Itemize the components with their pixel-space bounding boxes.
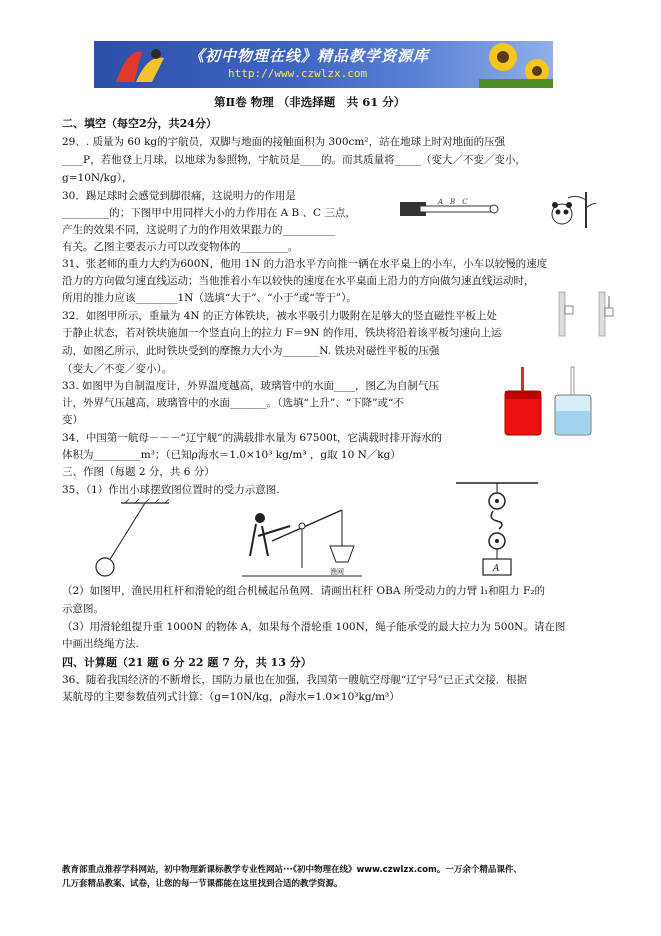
abc-label: A B C (438, 198, 468, 206)
q31-line3: 所用的推力应该________1N（选填“大于”、“小于”或“等于”）。 (62, 292, 357, 304)
magnetic-plate-figure (553, 288, 623, 338)
fisherman-lever-figure (232, 496, 367, 584)
pulley-system-figure (452, 477, 542, 577)
block-a-label: A (493, 564, 500, 574)
q36-line1: 36、随着我国经济的不断增长，国防力量也在加强，我国第一艘航空母舰“辽宁号”已正式交接．根据 (62, 674, 528, 686)
section-fill-heading: 二、填空（每空2分，共24分） (62, 117, 217, 130)
wrench-figure (398, 196, 500, 220)
q32-line1: 32．如图甲所示，重量为 4N 的正方体铁块，被水平吸引力吸附在足够大的竖直磁性平板上处 (62, 310, 497, 322)
q30-line2: _________的；下图甲中用同样大小的力作用在 A B 、C 三点， (62, 207, 356, 219)
q30-line4: 有关。乙图主要表示力可以改变物体的_________。 (62, 241, 299, 253)
q30-line3: 产生的效果不同，这说明了力的作用效果跟力的__________ (62, 224, 335, 236)
q35-part2-line1: （2）如图甲，渔民用杠杆和滑轮的组合机械起吊鱼网．请画出杠杆 OBA 所受动力的力臂 l₁和阻力 F₂的 (62, 585, 545, 597)
q30-line1: 30．踢足球时会感觉到脚很痛，这说明力的作用是 (62, 190, 296, 202)
q36-line2: 某航母的主要参数值列式计算：（g=10N/kg，ρ海水=1.0×10³kg/m³） (62, 691, 400, 703)
section-drawing-heading: 三、作图（每题 2 分，共 6 分） (62, 466, 215, 478)
banner-title: 《初中物理在线》精品教学资源库 (189, 47, 430, 65)
q35-part3-line2: 中画出绕绳方法. (62, 638, 139, 650)
fishnet-label: 渔网 (330, 568, 344, 576)
q35-part2-line2: 示意图。 (62, 603, 104, 615)
header-banner (94, 41, 553, 88)
q33-line2: 计，外界气压越高，玻璃管中的水面_______。（选填“上升”、“下降”或“不 (62, 397, 404, 409)
q34-line1: 34、中国第一航母－－－“辽宁舰”的满载排水量为 67500t，它满载时排开海水的 (62, 432, 443, 444)
panda-figure (546, 190, 596, 230)
q29-line2: ____P，若他登上月球，以地球为参照物，宇航员是____的。而其质量将_____（变大／不变／变小， (62, 154, 526, 166)
q29-line3: g=10N/kg）， (62, 172, 133, 184)
q31-line1: 31、张老师的重力大约为600N，他用 1N 的力沿水平方向推一辆在水平桌上的小车，小车以较慢的速度 (62, 258, 548, 270)
q32-line2: 于静止状态，若对铁块施加一个竖直向上的拉力 F＝9N 的作用，铁块将沿着该平板匀速向上运 (62, 327, 502, 339)
q33-line3: 变） (62, 414, 83, 426)
q29-line1: 29、. 质量为 60 kg的宇航员，双脚与地面的接触面积为 300cm²，站在地球上时对地面的压强 (62, 136, 506, 148)
q33-line1: 33. 如图甲为自制温度计，外界温度越高，玻璃管中的水面____，图乙为自制气压 (62, 380, 440, 392)
sunflower-icon (479, 41, 553, 88)
footer-line1: 教育部重点推荐学科网站，初中物理新课标教学专业性网站···《初中物理在线》www.czwlzx.com。一万余个精品课件、 (62, 865, 522, 875)
q32-line3: 动，如图乙所示，此时铁块受到的摩擦力大小为_______N. 铁块对磁性平板的压强 (62, 345, 440, 357)
logo-icon (108, 44, 178, 86)
q35-part1: 35、（1）作出小球摆致图位置时的受力示意图. (62, 484, 280, 496)
q32-line4: （变大／不变／变小）。 (62, 363, 173, 375)
paper-title: 第Ⅱ卷 物理 （非选择题 共 61 分） (214, 95, 406, 109)
banner-url: http://www.czwlzx.com (228, 67, 368, 80)
q35-part3-line1: （3）用滑轮组提升重 1000N 的物体 A，如果每个滑轮重 100N，绳子能承受的最大拉力为 500N。请在图 (62, 621, 566, 633)
footer-line2: 几万套精品教案、试卷，让您的每一节课都能在这里找到合适的教学资源。 (62, 879, 343, 889)
pendulum-figure (93, 499, 173, 581)
bottles-figure (501, 365, 593, 437)
q31-line2: 沿力的方向做匀速直线运动；当他推着小车以较快的速度在水平桌面上沿力的方向做匀速直线运动时， (62, 275, 535, 287)
q34-line2: 体积为_________m³；（已知ρ海水＝1.0×10³ kg/m³ ，g取 10 N／kg） (62, 449, 401, 461)
section-calc-heading: 四、计算题（21 题 6 分 22 题 7 分，共 13 分） (62, 656, 312, 669)
